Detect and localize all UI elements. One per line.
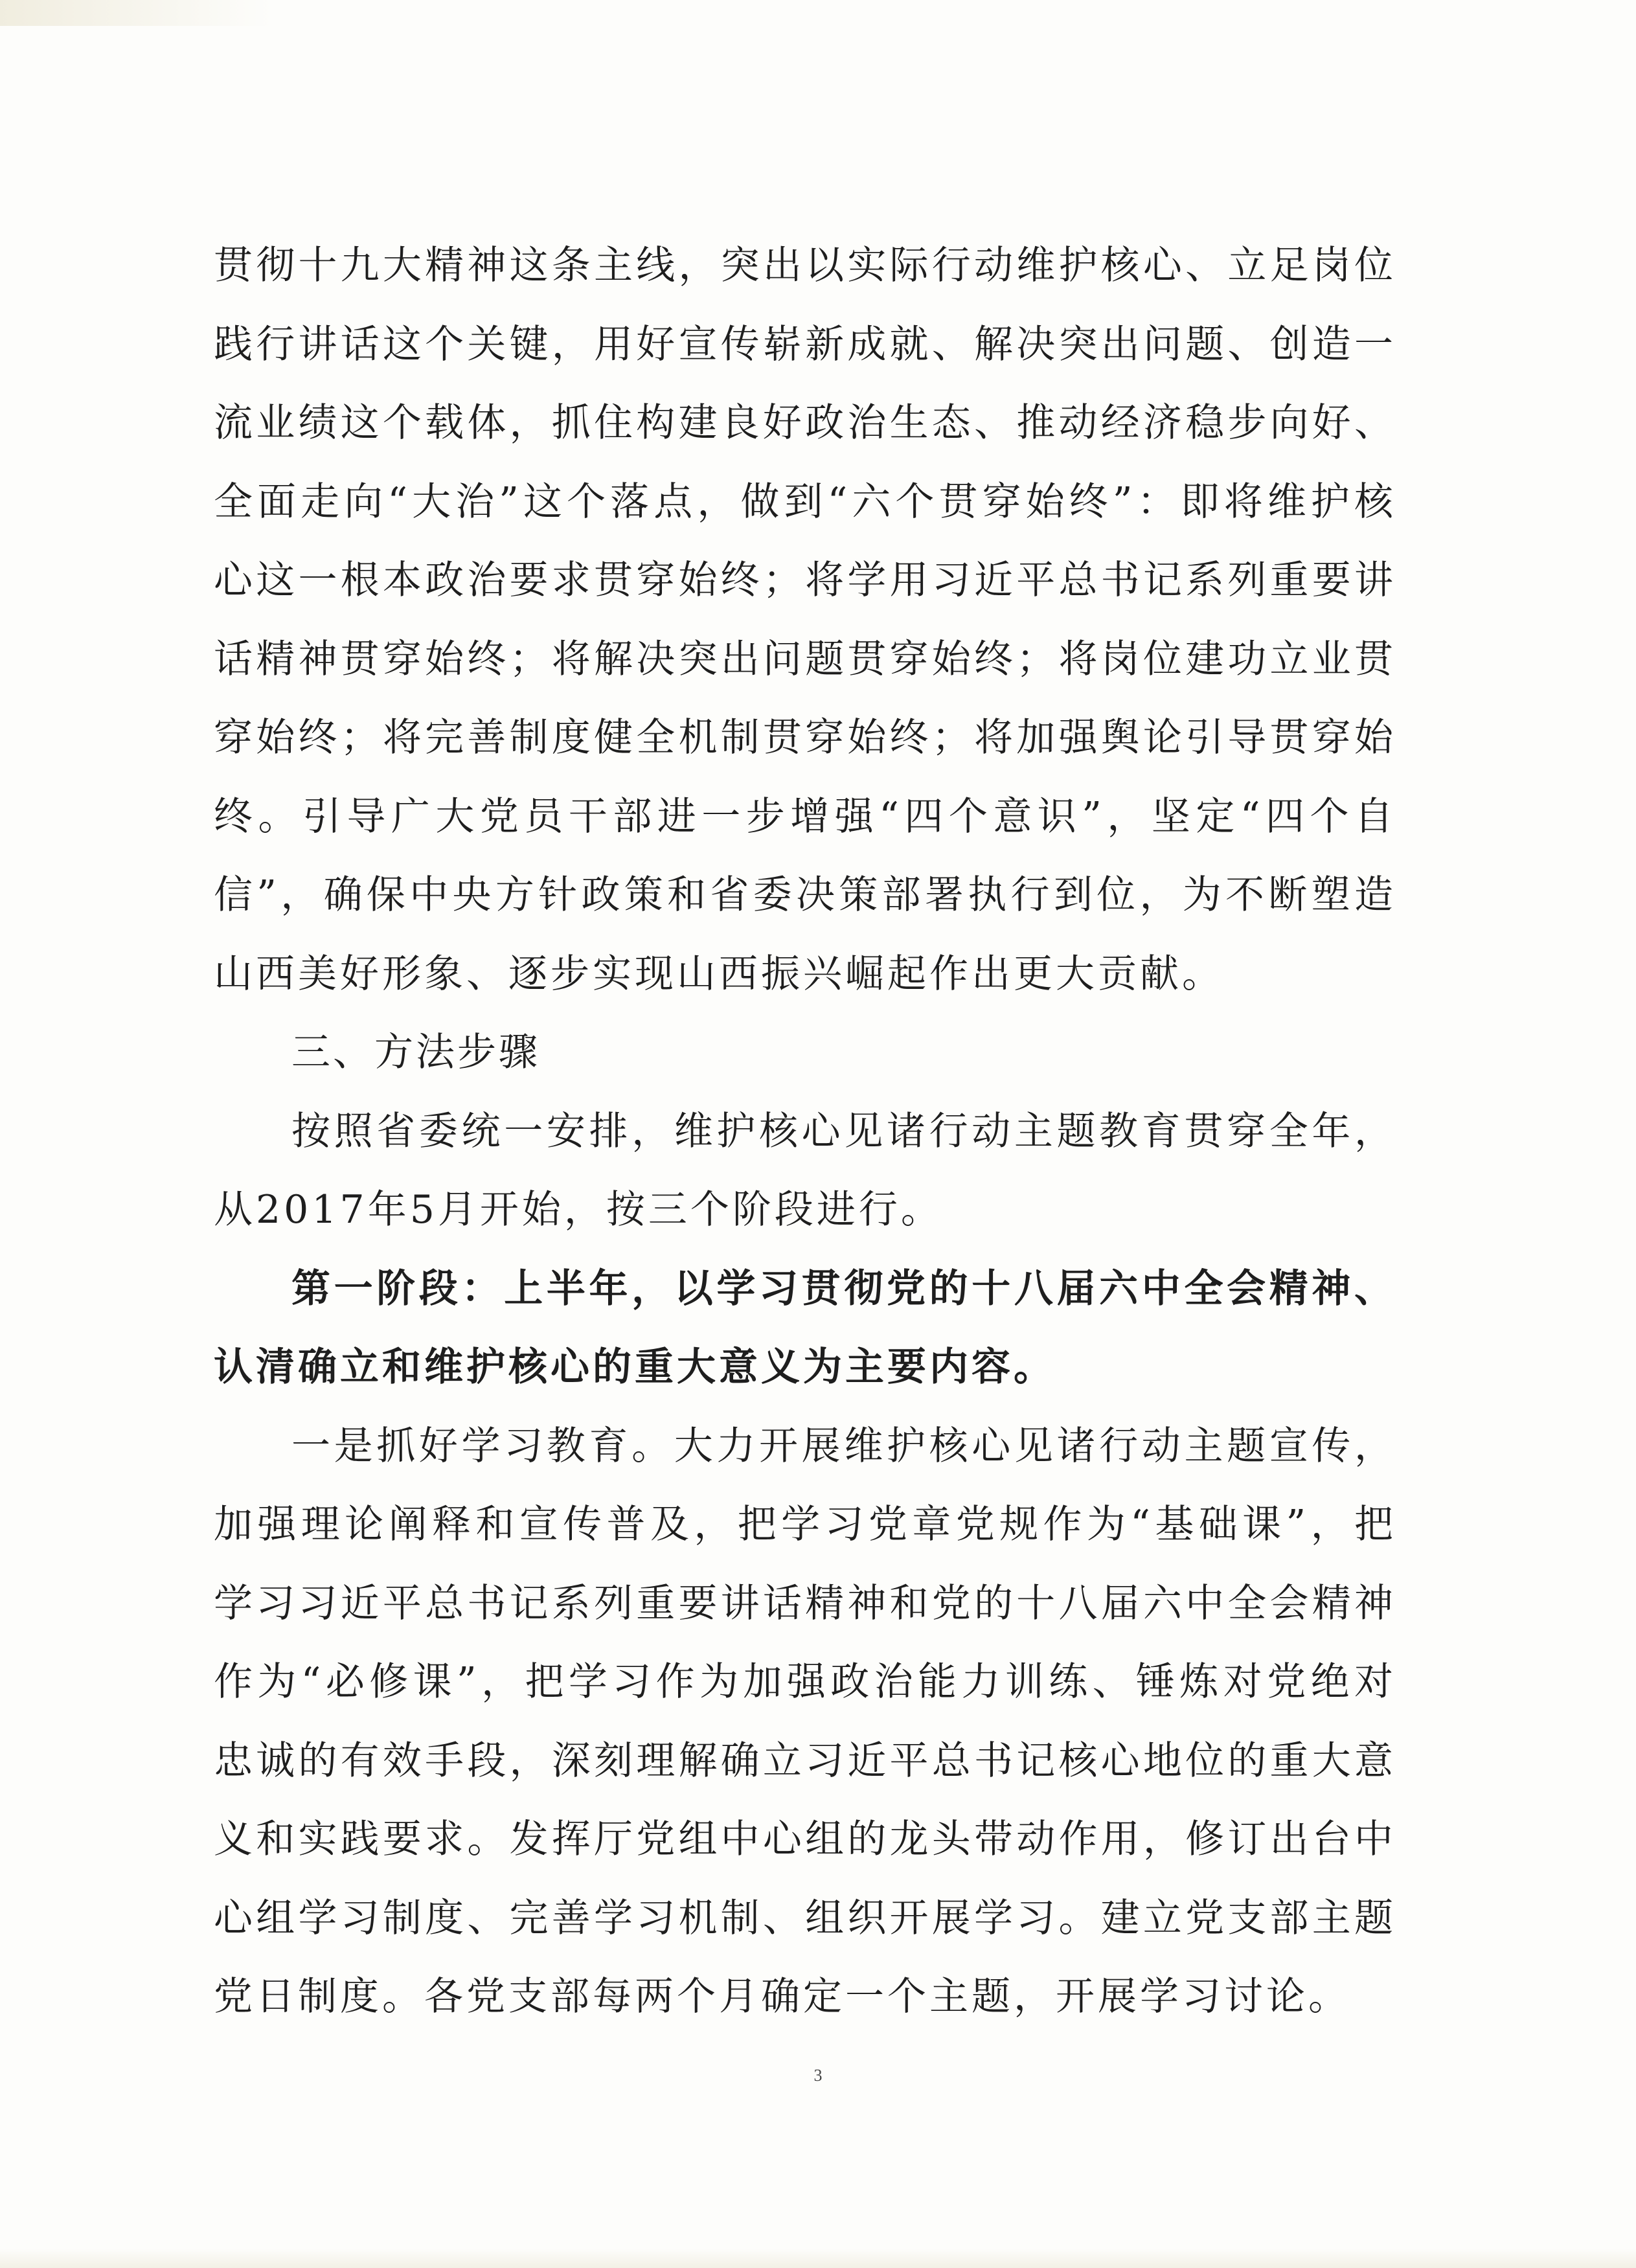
scan-artifact-top: [0, 0, 272, 26]
study-education-lead: 一是抓好学习教育。: [291, 1423, 674, 1469]
section-heading-methods: 三、方法步骤: [291, 1030, 540, 1075]
paragraph-study-education: [214, 1407, 1396, 2037]
scan-artifact-bottom: [0, 2249, 1636, 2268]
paragraph-main-line: 贯彻十九大精神这条主线，突出以实际行动维护核心、立足岗位践行讲话这个关键，用好宣传崭新成就、解决突出问题、创造一流业绩这个载体，抓住构建良好政治生态、推动经济稳步向好、全面走向“大治”这个落点，做到“六个贯穿始终”：即将维护核心这一根本政治要求贯穿始终；将学用习近平总书记系列重要讲话精神贯穿始终；将解决突出问题贯穿始终；将岗位建功立业贯穿始终；将完善制度健全机制贯穿始终；将加强舆论引导贯穿始终。引导广大党员干部进一步增强“四个意识”，坚定“四个自信”，确保中央方针政策和省委决策部署执行到位，为不断塑造山西美好形象、逐步实现山西振兴崛起作出更大贡献。: [214, 243, 1396, 997]
study-education-body: 大力开展维护核心见诸行动主题宣传，加强理论阐释和宣传普及，把学习党章党规作为“基础课”，把学习习近平总书记系列重要讲话精神和党的十八届六中全会精神作为“必修课”，把学习作为加强政治能力训练、锤炼对党绝对忠诚的有效手段，深刻理解确立习近平总书记核心地位的重大意义和实践要求。发挥厅党组中心组的龙头带动作用，修订出台中心组学习制度、完善学习机制、组织开展学习。建立党支部主题党日制度。各党支部每两个月确定一个主题，开展学习讨论。: [214, 1423, 1397, 2019]
document-body: [214, 227, 1396, 2037]
page-number: 3: [813, 2066, 823, 2085]
paragraph-arrangement: 按照省委统一安排，维护核心见诸行动主题教育贯穿全年，从2017年5月开始，按三个阶段进行。: [214, 1108, 1396, 1232]
paragraph-stage-one-heading: 第一阶段：上半年，以学习贯彻党的十八届六中全会精神、认清确立和维护核心的重大意义为主要内容。: [214, 1265, 1396, 1390]
